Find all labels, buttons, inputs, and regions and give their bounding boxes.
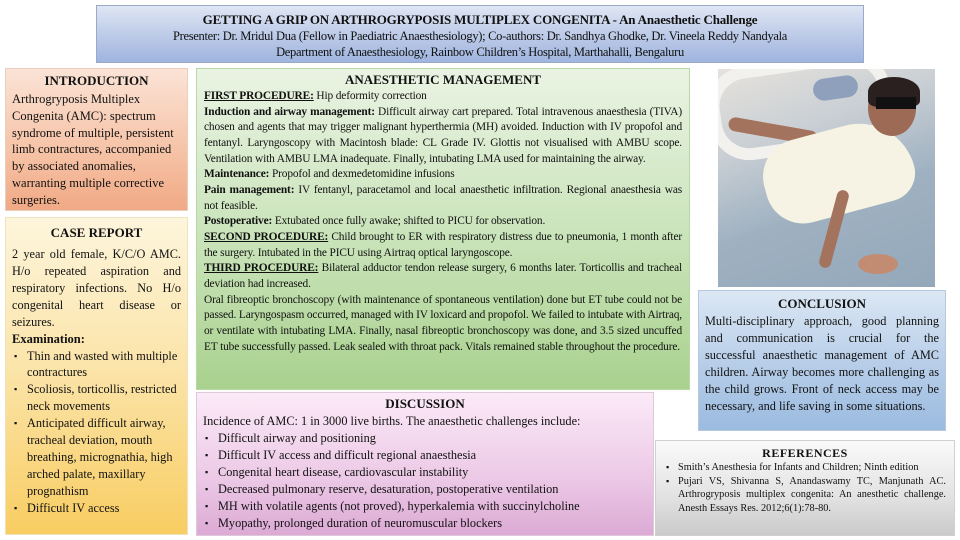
list-item: ▪ Difficult IV access and difficult regional anaesthesia xyxy=(203,447,647,464)
maintenance-label: Maintenance: xyxy=(204,168,270,181)
references-heading: REFERENCES xyxy=(762,446,848,460)
third-procedure-label: THIRD PROCEDURE: xyxy=(204,262,319,275)
conclusion-text: Multi-disciplinary approach, good planning and communication is crucial for the successful anaesthetic management of AMC children. Airway becomes more challenging as the child grows. Front of neck access may be necessary, and life saving in some situations. xyxy=(705,314,939,413)
poster-title: GETTING A GRIP ON ARTHROGRYPOSIS MULTIPLEX CONGENITA - An Anaesthetic Challenge xyxy=(202,12,758,27)
induction xyxy=(204,105,682,168)
list-item: ▪ Scoliosis, torticollis, restricted neck movements xyxy=(12,381,181,415)
first-procedure-text: Hip deformity correction xyxy=(313,90,427,102)
pain-label: Pain management: xyxy=(204,183,295,196)
case-report-heading: CASE REPORT xyxy=(50,225,143,240)
first-procedure xyxy=(204,89,682,105)
induction-text: Difficult airway cart prepared. Total intravenous anaesthesia (TIVA) chosen and agents that may trigger malignant hyperthermia (MH) avoided. Induction with IV propofol and fentanyl. Laryngoscopy with Macintosh blade: CL Grade IV. Glottis not visualised with AMBU scope. Ventilation with AMBU LMA inadequate. Finally, intubating LMA used for maintaining the airway. xyxy=(204,105,682,165)
list-item: ▪ Difficult IV access xyxy=(12,500,181,517)
postop-text: Extubated once fully awake; shifted to PICU for observation. xyxy=(272,215,546,228)
discussion-intro: Incidence of AMC: 1 in 3000 live births. The anaesthetic challenges include: xyxy=(203,414,581,428)
list-item: ▪ Myopathy, prolonged duration of neuromuscular blockers xyxy=(203,515,647,532)
pain-text: IV fentanyl, paracetamol and local anaesthetic infiltration. Regional anaesthesia was not feasible. xyxy=(204,183,683,212)
reference-item: ▪ Smith’s Anesthesia for Infants and Children; Ninth edition xyxy=(664,461,946,475)
list-item: ▪ Congenital heart disease, cardiovascular instability xyxy=(203,464,647,481)
third-procedure xyxy=(204,261,682,292)
third-procedure-detail: Oral fibreoptic bronchoscopy (with maintenance of spontaneous ventilation) done but ET tube could not be passed. Laryngospasm occurred, managed with IV loxicard and propofol. We failed to intubate with Airtraq, or ventilate with intubating LMA. Finally, nasal fibreoptic bronchoscopy was done, and 3.5 sized uncuffed ET tube successfully passed. Leak sealed with throat pack. Vitals remained stable throughout the procedure. xyxy=(204,293,682,353)
references-list xyxy=(664,461,946,515)
department: Department of Anaesthesiology, Rainbow Children’s Hospital, Marthahalli, Bengaluru xyxy=(276,45,684,59)
maintenance xyxy=(204,167,682,183)
eye-censor-bar xyxy=(876,97,916,109)
pain-management xyxy=(204,183,682,214)
first-procedure-label: FIRST PROCEDURE: xyxy=(204,90,314,102)
third-procedure-text: Bilateral adductor tendon release surgery, 6 months later. Torticollis and tracheal deviation had increased. xyxy=(204,262,682,290)
introduction-text: Arthrogryposis Multiplex Congenita (AMC): spectrum syndrome of multiple, persistent limb contractures, accompanied by associated anomalies, warranting multiple corrective surgeries. xyxy=(12,92,174,207)
examination-label: Examination: xyxy=(12,331,85,346)
second-procedure-label: SECOND PROCEDURE: xyxy=(204,230,329,243)
case-report-section xyxy=(5,217,188,535)
patient-photo xyxy=(718,69,935,287)
references-section xyxy=(655,440,955,536)
conclusion-heading: CONCLUSION xyxy=(777,296,867,311)
conclusion-section xyxy=(698,290,946,431)
reference-item: ▪ Pujari VS, Shivanna S, Anandaswamy TC, Manjunath AC. Arthrogryposis multiplex congenita: An anesthetic challenge. Anesth Essays Res. 2012;6(1):78-80. xyxy=(664,475,946,516)
list-item: ▪ Decreased pulmonary reserve, desaturation, postoperative ventilation xyxy=(203,481,647,498)
list-item: ▪ Anticipated difficult airway, tracheal deviation, mouth breathing, micrognathia, high arched palate, maxillary prognathism xyxy=(12,415,181,500)
introduction-heading: INTRODUCTION xyxy=(44,73,149,88)
patient-foot-shape xyxy=(858,254,898,274)
poster-header xyxy=(96,5,864,63)
management-heading: ANAESTHETIC MANAGEMENT xyxy=(344,72,542,87)
maintenance-text: Propofol and dexmedetomidine infusions xyxy=(269,168,455,181)
anaesthetic-management-section xyxy=(196,68,690,390)
second-procedure-text: Child brought to ER with respiratory distress due to pneumonia, 1 month after the surgery. Intubated in the PICU using Airtraq optical laryngoscope. xyxy=(204,230,682,259)
discussion-section xyxy=(196,392,654,536)
discussion-list xyxy=(203,430,647,532)
list-item: ▪ MH with volatile agents (not proved), hyperkalemia with succinylcholine xyxy=(203,498,647,515)
list-item: ▪ Thin and wasted with multiple contractures xyxy=(12,348,181,382)
case-report-text: 2 year old female, K/C/O AMC. H/o repeated aspiration and respiratory infections. No H/o congenital heart disease or seizures. xyxy=(12,247,181,329)
induction-label: Induction and airway management: xyxy=(204,105,375,118)
second-procedure xyxy=(204,230,682,261)
postoperative xyxy=(204,214,682,230)
examination-list xyxy=(12,348,181,517)
postop-label: Postoperative: xyxy=(204,215,273,228)
discussion-heading: DISCUSSION xyxy=(385,396,465,411)
introduction-section xyxy=(5,68,188,211)
presenters: Presenter: Dr. Mridul Dua (Fellow in Paediatric Anaesthesiology); Co-authors: Dr. Sandhya Ghodke, Dr. Vineela Reddy Nandyala xyxy=(172,29,788,43)
list-item: ▪ Difficult airway and positioning xyxy=(203,430,647,447)
